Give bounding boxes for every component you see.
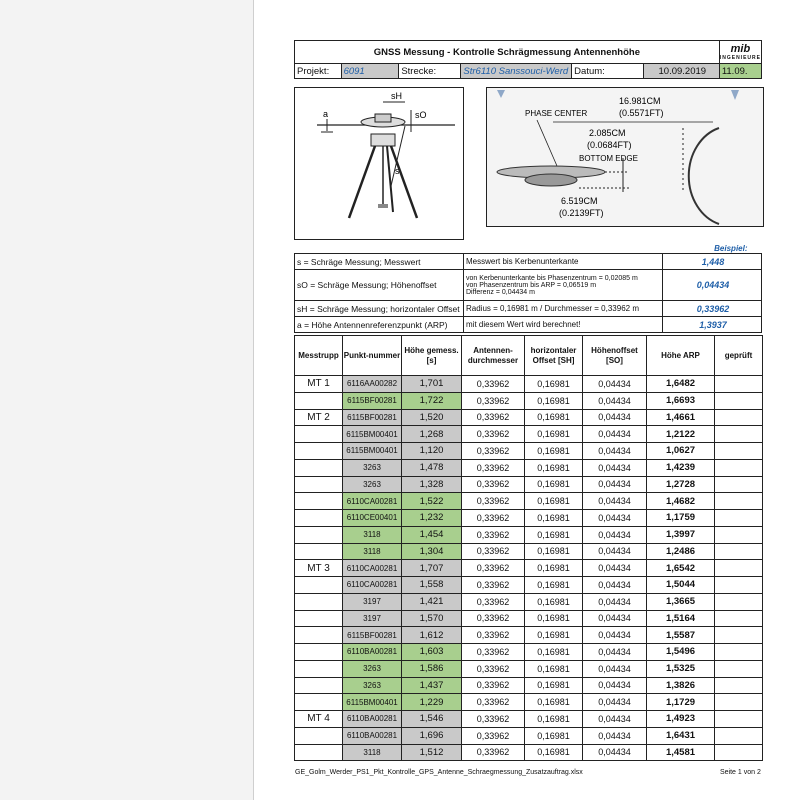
- datum-extra: 11.09.: [719, 64, 761, 79]
- row-hoehe-arp: 1,6693: [647, 392, 715, 409]
- projekt-value: 6091: [341, 64, 399, 79]
- row-hoehenoffset: 0,04434: [583, 627, 647, 644]
- row-hoehe-arp: 1,5164: [647, 610, 715, 627]
- row-hoehe-gemessen: 1,512: [402, 744, 462, 761]
- table-row: [295, 593, 763, 610]
- row-hoehe-arp: 1,4682: [647, 493, 715, 510]
- table-row: [295, 426, 763, 443]
- row-hoehe-gemessen: 1,570: [402, 610, 462, 627]
- row-hoehenoffset: 0,04434: [583, 744, 647, 761]
- col-horizontaler-offset: horizontaler Offset [SH]: [525, 336, 583, 376]
- row-horizontaler-offset: 0,16981: [525, 744, 583, 761]
- row-punktnummer: 3197: [343, 593, 402, 610]
- row-geprueft: [715, 744, 763, 761]
- row-geprueft: [715, 459, 763, 476]
- row-hoehe-gemessen: 1,421: [402, 593, 462, 610]
- row-geprueft: [715, 426, 763, 443]
- dim1-cm: 16.981CM: [619, 96, 661, 106]
- col-hoehe-gemessen: Höhe gemess. [s]: [402, 336, 462, 376]
- row-geprueft: [715, 627, 763, 644]
- row-group: [295, 744, 343, 761]
- tripod-diagram: [295, 88, 463, 239]
- row-group: MT 2: [295, 409, 343, 426]
- row-hoehe-gemessen: 1,558: [402, 577, 462, 594]
- row-hoehenoffset: 0,04434: [583, 677, 647, 694]
- row-horizontaler-offset: 0,16981: [525, 577, 583, 594]
- row-punktnummer: 6110CA00281: [343, 493, 402, 510]
- row-group: [295, 459, 343, 476]
- def-so-desc: von Kerbenunterkante bis Phasenzentrum = 0,02085 m von Phasenzentrum bis ARP = 0,06519 m Differenz = 0,04434 m: [464, 270, 663, 301]
- row-hoehenoffset: 0,04434: [583, 459, 647, 476]
- row-horizontaler-offset: 0,16981: [525, 727, 583, 744]
- row-group: [295, 593, 343, 610]
- row-horizontaler-offset: 0,16981: [525, 660, 583, 677]
- row-group: [295, 577, 343, 594]
- row-geprueft: [715, 392, 763, 409]
- header-table: [294, 40, 762, 79]
- table-row: [295, 694, 763, 711]
- row-horizontaler-offset: 0,16981: [525, 610, 583, 627]
- row-antennendurchmesser: 0,33962: [462, 510, 525, 527]
- row-antennendurchmesser: 0,33962: [462, 677, 525, 694]
- projekt-label: Projekt:: [295, 64, 342, 79]
- row-antennendurchmesser: 0,33962: [462, 610, 525, 627]
- row-punktnummer: 6115BF00281: [343, 409, 402, 426]
- row-antennendurchmesser: 0,33962: [462, 660, 525, 677]
- row-group: [295, 627, 343, 644]
- row-group: [295, 493, 343, 510]
- row-geprueft: [715, 510, 763, 527]
- dim3-ft: (0.2139FT): [559, 208, 604, 218]
- row-antennendurchmesser: 0,33962: [462, 376, 525, 393]
- row-geprueft: [715, 694, 763, 711]
- row-hoehenoffset: 0,04434: [583, 727, 647, 744]
- row-hoehe-arp: 1,0627: [647, 443, 715, 460]
- strecke-value: Str6110 Sanssouci-Werd: [461, 64, 572, 79]
- row-hoehenoffset: 0,04434: [583, 644, 647, 661]
- row-geprueft: [715, 610, 763, 627]
- row-hoehe-gemessen: 1,268: [402, 426, 462, 443]
- row-geprueft: [715, 543, 763, 560]
- row-hoehe-arp: 1,5044: [647, 577, 715, 594]
- row-punktnummer: 6110BA00281: [343, 644, 402, 661]
- row-punktnummer: 6110CE00401: [343, 510, 402, 527]
- row-hoehe-gemessen: 1,437: [402, 677, 462, 694]
- row-group: [295, 610, 343, 627]
- row-geprueft: [715, 677, 763, 694]
- label-sh: sH: [391, 91, 402, 101]
- def-s-value: 1,448: [663, 254, 762, 270]
- row-group: [295, 543, 343, 560]
- col-punktnummer: Punkt-nummer: [343, 336, 402, 376]
- table-row: [295, 493, 763, 510]
- row-hoehe-gemessen: 1,696: [402, 727, 462, 744]
- row-hoehenoffset: 0,04434: [583, 711, 647, 728]
- row-horizontaler-offset: 0,16981: [525, 644, 583, 661]
- row-hoehenoffset: 0,04434: [583, 543, 647, 560]
- dim3-cm: 6.519CM: [561, 196, 598, 206]
- row-antennendurchmesser: 0,33962: [462, 577, 525, 594]
- row-punktnummer: 6115BM00401: [343, 443, 402, 460]
- row-horizontaler-offset: 0,16981: [525, 426, 583, 443]
- table-row: [295, 409, 763, 426]
- row-horizontaler-offset: 0,16981: [525, 443, 583, 460]
- table-row: [295, 376, 763, 393]
- definitions-table: [294, 244, 762, 333]
- row-group: MT 3: [295, 560, 343, 577]
- row-hoehe-arp: 1,3826: [647, 677, 715, 694]
- table-row: [295, 526, 763, 543]
- def-a-label: a = Höhe Antennenreferenzpunkt (ARP): [295, 317, 464, 333]
- row-punktnummer: 6115BM00401: [343, 426, 402, 443]
- row-group: [295, 426, 343, 443]
- col-hoehe-arp: Höhe ARP: [647, 336, 715, 376]
- row-group: [295, 644, 343, 661]
- row-geprueft: [715, 476, 763, 493]
- row-horizontaler-offset: 0,16981: [525, 694, 583, 711]
- row-geprueft: [715, 660, 763, 677]
- row-punktnummer: 6115BF00281: [343, 627, 402, 644]
- label-so: sO: [415, 110, 427, 120]
- row-hoehenoffset: 0,04434: [583, 560, 647, 577]
- row-hoehe-gemessen: 1,522: [402, 493, 462, 510]
- row-hoehenoffset: 0,04434: [583, 476, 647, 493]
- footer-filename: GE_Golm_Werder_PS1_Pkt_Kontrolle_GPS_Antenne_Schraegmessung_Zusatzauftrag.xlsx: [295, 769, 583, 776]
- row-antennendurchmesser: 0,33962: [462, 409, 525, 426]
- row-antennendurchmesser: 0,33962: [462, 593, 525, 610]
- row-group: [295, 677, 343, 694]
- row-hoehe-gemessen: 1,454: [402, 526, 462, 543]
- row-antennendurchmesser: 0,33962: [462, 493, 525, 510]
- row-horizontaler-offset: 0,16981: [525, 711, 583, 728]
- def-so-value: 0,04434: [663, 270, 762, 301]
- row-hoehe-arp: 1,4661: [647, 409, 715, 426]
- row-hoehe-arp: 1,4581: [647, 744, 715, 761]
- row-geprueft: [715, 644, 763, 661]
- row-antennendurchmesser: 0,33962: [462, 392, 525, 409]
- row-hoehe-arp: 1,5496: [647, 644, 715, 661]
- row-punktnummer: 3263: [343, 677, 402, 694]
- row-hoehe-arp: 1,5587: [647, 627, 715, 644]
- row-antennendurchmesser: 0,33962: [462, 560, 525, 577]
- beispiel-label: Beispiel:: [714, 244, 748, 253]
- bottom-edge-label: BOTTOM EDGE: [579, 154, 638, 163]
- row-hoehenoffset: 0,04434: [583, 660, 647, 677]
- row-hoehenoffset: 0,04434: [583, 409, 647, 426]
- row-punktnummer: 6110BA00281: [343, 727, 402, 744]
- row-hoehenoffset: 0,04434: [583, 426, 647, 443]
- row-antennendurchmesser: 0,33962: [462, 627, 525, 644]
- table-row: [295, 459, 763, 476]
- row-hoehe-arp: 1,5325: [647, 660, 715, 677]
- row-hoehe-arp: 1,6482: [647, 376, 715, 393]
- dim2-ft: (0.0684FT): [587, 140, 632, 150]
- table-row: [295, 610, 763, 627]
- table-row: [295, 660, 763, 677]
- row-antennendurchmesser: 0,33962: [462, 644, 525, 661]
- row-group: [295, 476, 343, 493]
- dim1-ft: (0.5571FT): [619, 108, 664, 118]
- row-hoehe-gemessen: 1,586: [402, 660, 462, 677]
- table-row: [295, 711, 763, 728]
- table-row: [295, 727, 763, 744]
- col-hoehenoffset: Höhenoffset [SO]: [583, 336, 647, 376]
- row-horizontaler-offset: 0,16981: [525, 409, 583, 426]
- row-punktnummer: 3118: [343, 526, 402, 543]
- row-hoehe-arp: 1,1759: [647, 510, 715, 527]
- row-hoehenoffset: 0,04434: [583, 443, 647, 460]
- row-hoehenoffset: 0,04434: [583, 392, 647, 409]
- phase-center-label: PHASE CENTER: [525, 109, 588, 118]
- measurement-table-body: [295, 376, 763, 761]
- row-horizontaler-offset: 0,16981: [525, 526, 583, 543]
- row-horizontaler-offset: 0,16981: [525, 476, 583, 493]
- row-hoehe-gemessen: 1,304: [402, 543, 462, 560]
- label-a: a: [323, 109, 329, 119]
- row-antennendurchmesser: 0,33962: [462, 476, 525, 493]
- row-group: [295, 392, 343, 409]
- row-punktnummer: 6115BM00401: [343, 694, 402, 711]
- row-antennendurchmesser: 0,33962: [462, 426, 525, 443]
- row-punktnummer: 3118: [343, 543, 402, 560]
- antenna-figure: [486, 87, 764, 227]
- row-horizontaler-offset: 0,16981: [525, 593, 583, 610]
- table-row: [295, 644, 763, 661]
- def-so-label: sO = Schräge Messung; Höhenoffset: [295, 270, 464, 301]
- row-horizontaler-offset: 0,16981: [525, 560, 583, 577]
- def-sh-desc: Radius = 0,16981 m / Durchmesser = 0,33962 m: [464, 301, 663, 317]
- row-punktnummer: 3118: [343, 744, 402, 761]
- row-hoehe-arp: 1,3997: [647, 526, 715, 543]
- row-hoehenoffset: 0,04434: [583, 577, 647, 594]
- row-hoehe-gemessen: 1,546: [402, 711, 462, 728]
- row-hoehe-arp: 1,3665: [647, 593, 715, 610]
- row-group: MT 4: [295, 711, 343, 728]
- row-geprueft: [715, 593, 763, 610]
- row-hoehenoffset: 0,04434: [583, 510, 647, 527]
- col-messtrupp: Messtrupp: [295, 336, 343, 376]
- row-group: [295, 660, 343, 677]
- row-hoehe-gemessen: 1,701: [402, 376, 462, 393]
- row-hoehe-gemessen: 1,120: [402, 443, 462, 460]
- tripod-figure: [294, 87, 464, 240]
- table-row: [295, 443, 763, 460]
- row-antennendurchmesser: 0,33962: [462, 443, 525, 460]
- row-geprueft: [715, 560, 763, 577]
- table-row: [295, 744, 763, 761]
- row-group: [295, 510, 343, 527]
- document-title: GNSS Messung - Kontrolle Schrägmessung Antennenhöhe: [295, 41, 720, 64]
- row-antennendurchmesser: 0,33962: [462, 744, 525, 761]
- row-group: [295, 694, 343, 711]
- table-row: [295, 677, 763, 694]
- row-punktnummer: 3263: [343, 660, 402, 677]
- row-horizontaler-offset: 0,16981: [525, 493, 583, 510]
- def-sh-label: sH = Schräge Messung; horizontaler Offset: [295, 301, 464, 317]
- row-punktnummer: 3263: [343, 459, 402, 476]
- row-geprueft: [715, 376, 763, 393]
- row-horizontaler-offset: 0,16981: [525, 459, 583, 476]
- row-geprueft: [715, 727, 763, 744]
- row-punktnummer: 3197: [343, 610, 402, 627]
- row-geprueft: [715, 711, 763, 728]
- row-horizontaler-offset: 0,16981: [525, 392, 583, 409]
- row-punktnummer: 6115BF00281: [343, 392, 402, 409]
- row-hoehe-gemessen: 1,722: [402, 392, 462, 409]
- table-row: [295, 577, 763, 594]
- row-hoehe-arp: 1,6431: [647, 727, 715, 744]
- row-geprueft: [715, 443, 763, 460]
- row-hoehe-arp: 1,2728: [647, 476, 715, 493]
- antenna-diagram: [487, 88, 763, 226]
- def-s-desc: Messwert bis Kerbenunterkante: [464, 254, 663, 270]
- row-punktnummer: 6110BA00281: [343, 711, 402, 728]
- row-hoehe-arp: 1,2122: [647, 426, 715, 443]
- row-hoehe-gemessen: 1,229: [402, 694, 462, 711]
- table-row: [295, 392, 763, 409]
- row-hoehenoffset: 0,04434: [583, 593, 647, 610]
- row-hoehe-gemessen: 1,520: [402, 409, 462, 426]
- table-row: [295, 510, 763, 527]
- row-geprueft: [715, 577, 763, 594]
- strecke-label: Strecke:: [399, 64, 461, 79]
- row-group: [295, 443, 343, 460]
- row-antennendurchmesser: 0,33962: [462, 727, 525, 744]
- def-s-label: s = Schräge Messung; Messwert: [295, 254, 464, 270]
- row-hoehe-arp: 1,4239: [647, 459, 715, 476]
- label-s: s: [395, 166, 400, 176]
- row-antennendurchmesser: 0,33962: [462, 543, 525, 560]
- table-row: [295, 476, 763, 493]
- table-row: [295, 627, 763, 644]
- row-horizontaler-offset: 0,16981: [525, 543, 583, 560]
- footer-page: Seite 1 von 2: [720, 769, 761, 776]
- row-hoehe-arp: 1,1729: [647, 694, 715, 711]
- row-group: [295, 526, 343, 543]
- row-punktnummer: 3263: [343, 476, 402, 493]
- col-antennendurchmesser: Antennen-durchmesser: [462, 336, 525, 376]
- row-horizontaler-offset: 0,16981: [525, 510, 583, 527]
- row-horizontaler-offset: 0,16981: [525, 376, 583, 393]
- row-hoehe-gemessen: 1,328: [402, 476, 462, 493]
- row-antennendurchmesser: 0,33962: [462, 459, 525, 476]
- row-antennendurchmesser: 0,33962: [462, 526, 525, 543]
- row-hoehenoffset: 0,04434: [583, 610, 647, 627]
- row-hoehe-gemessen: 1,603: [402, 644, 462, 661]
- row-antennendurchmesser: 0,33962: [462, 711, 525, 728]
- row-hoehe-gemessen: 1,707: [402, 560, 462, 577]
- row-geprueft: [715, 526, 763, 543]
- row-group: MT 1: [295, 376, 343, 393]
- measurement-table: [294, 335, 763, 761]
- row-hoehe-gemessen: 1,232: [402, 510, 462, 527]
- row-punktnummer: 6110CA00281: [343, 560, 402, 577]
- row-hoehenoffset: 0,04434: [583, 694, 647, 711]
- row-hoehe-gemessen: 1,478: [402, 459, 462, 476]
- logo-subtext: INGENIEURE: [719, 55, 761, 61]
- row-hoehenoffset: 0,04434: [583, 376, 647, 393]
- def-a-value: 1,3937: [663, 317, 762, 333]
- row-hoehenoffset: 0,04434: [583, 526, 647, 543]
- def-sh-value: 0,33962: [663, 301, 762, 317]
- table-row: [295, 560, 763, 577]
- row-geprueft: [715, 493, 763, 510]
- row-antennendurchmesser: 0,33962: [462, 694, 525, 711]
- datum-label: Datum:: [572, 64, 644, 79]
- row-punktnummer: 6110CA00281: [343, 577, 402, 594]
- row-hoehe-arp: 1,4923: [647, 711, 715, 728]
- row-hoehe-arp: 1,2486: [647, 543, 715, 560]
- background-left-panel: [0, 0, 253, 800]
- company-logo: [719, 41, 761, 64]
- row-punktnummer: 6116AA00282: [343, 376, 402, 393]
- table-row: [295, 543, 763, 560]
- logo-text: mib: [730, 43, 751, 55]
- def-a-desc: mit diesem Wert wird berechnet!: [464, 317, 663, 333]
- col-geprueft: geprüft: [715, 336, 763, 376]
- row-hoehe-arp: 1,6542: [647, 560, 715, 577]
- dim2-cm: 2.085CM: [589, 128, 626, 138]
- row-geprueft: [715, 409, 763, 426]
- row-hoehenoffset: 0,04434: [583, 493, 647, 510]
- row-horizontaler-offset: 0,16981: [525, 627, 583, 644]
- row-group: [295, 727, 343, 744]
- datum-value: 10.09.2019: [643, 64, 719, 79]
- row-hoehe-gemessen: 1,612: [402, 627, 462, 644]
- row-horizontaler-offset: 0,16981: [525, 677, 583, 694]
